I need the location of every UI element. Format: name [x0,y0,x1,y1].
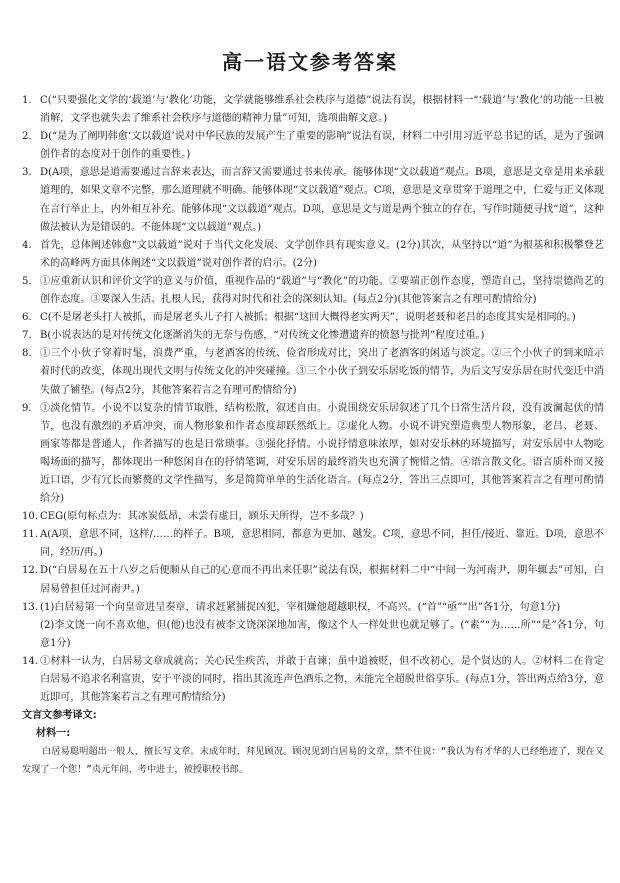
answer-item [22,92,604,128]
answer-list [22,92,604,778]
answer-text: C(“只要强化文学的‘载道’与‘教化’功能，文学就能够维系社会秩序与道德”说法有误，根据材料一“‘载道’与‘教化’的功能一旦被消解，文学也就失去了维系社会秩序与道德的精神力量”可知，选项曲解文意。) [40,95,604,125]
answer-number: 2. [22,131,32,143]
answer-item [22,562,604,598]
answer-item [22,309,604,327]
answer-text: 首先，总体阐述韩愈“文以载道”说对于当代文化发展、文学创作具有现实意义。(2分)其次，从坚持以“道”为根基和积极攀登艺术的高峰两方面具体阐述“文以载道”说对创作者的启示。(2分) [40,239,604,269]
answer-number: 8. [22,348,32,360]
answer-number: 12. [22,565,39,577]
answer-number: 11. [22,529,39,541]
answer-item [22,653,604,707]
answer-number: 4. [22,239,32,251]
answer-number: 1. [22,95,32,106]
answer-number: 9. [22,402,32,414]
answer-text: ①三个小伙子穿着时髦，浪费严重，与老酒客的传统、俭省形成对比，突出了老酒客的闲适与淡定。②三个小伙子的到来暗示着时代的改变，体现出现代文明与传统文化的冲突碰撞。③三个小伙子到安乐居吃饭的情节，为后文写安乐居在时代变迁中消失做了铺垫。(每点2分，其他答案若言之有理可酌情给分) [40,348,604,396]
answer-item [22,508,604,526]
answer-text: D(A项，意思是道需要通过言辞来表达，而言辞又需要通过书来传承。能够体现“文以载道”观点。B项，意思是文章是用来承载道理的，如果文章不完整，那么道理就不明确。能够体现“文以载道”观点。C项，意思是文章贯穿于道理之中，仁爱与正义体现在言行举止上，内外相互补充。能够体现“文以载道”观点。D项，意思是文与道是两个独立的存在，写作时随便寻找“道”，这种做法被认为是错误的。不能体现“文以载道”观点。) [40,167,604,233]
answer-text: ①材料一认为，白居易文章成就高；关心民生疾苦，并敢于直谏；虽中道被贬，但不改初心，是个贤达的人。②材料二在肯定白居易不追求名利富贵，安于平淡的同时，指出其流连声色酒乐之物，未能完全超脱世俗享乐。(每点1分，答出两点给3分，意近即可，其他答案若言之有理可酌情给分) [40,655,604,704]
answer-number: 10. [22,511,39,523]
answer-number: 6. [22,312,32,324]
answer-item [22,237,604,273]
page-title: 高一语文参考答案 [222,50,398,74]
answer-item [22,273,604,309]
translation-text: 白居易聪明超出一般人，擅长写文章。未成年时，拜见顾况。顾况见到白居易的文章，禁不住说：“我认为有才华的人已经绝迹了，现在又发现了一个您！”贞元年间，考中进士，被授职校书郎。 [22,746,604,775]
answer-number: 13. [22,601,39,613]
answer-text: D(“是为了阐明韩愈‘文以载道’说对中华民族的发展产生了重要的影响”说法有误，材料二中引用习近平总书记的话，是为了强调创作者的态度对于创作的重要性。) [40,131,604,161]
answer-number: 5. [22,275,32,287]
answer-item [22,526,604,562]
answer-text: B(小说表达的是对传统文化逐渐消失的无奈与伤感，“对传统文化惨遭遗弃的愤怒与批判”程度过重。) [40,330,485,342]
answer-text: ①应重新认识和评价文学的意义与价值，重视作品的“载道”与“教化”的功能。②要端正创作态度，塑造自己，坚持崇德尚艺的创作态度。③要深入生活、扎根人民，获得对时代和社会的深刻认知。(每点2分)(其他答案言之有理可酌情给分) [40,275,604,306]
answer-number: 7. [22,330,32,342]
answer-text: A(A项，意思不同，这样/……的样子。B项，意思相同，都意为更加、越发。C项，意思不同，担任/接近、靠近。D项，意思不同，经历/再。) [40,529,604,559]
answer-item [22,327,604,345]
answer-text: ①淡化情节。小说不以复杂的情节取胜，结构松散，叙述自由。小说围绕安乐居叙述了几个日常生活片段，没有波澜起伏的情节，也没有激烈的矛盾冲突，而人物形象和作者态度却跃然纸上。②虚化人物。小说不讲究塑造典型人物形象，老吕、老聂、画家等都是普通人，作者描写的也是日常琐事。③强化抒情。小说抒情意味浓厚，如对安乐林的环境描写，对安乐居中人物吃喝场面的描写，都体现出一种悠闲自在的抒情笔调，对安乐居的最终消失也充满了惋惜之情。④语言散文化。语言质朴而又接近口语，少有冗长而繁赘的文学性描写，多是简简单单的生活化语言。(每点2分，答出三点即可，其他答案若言之有理可酌情给分) [40,402,604,505]
answer-subitem: (2)李文饶一向不喜欢他，但(他)也没有被李文饶深深地加害，像这个人一样处世也就足够了。(“素”“为……所”“是”各1分，句意1分) [40,619,604,649]
material-label: 材料一: [36,728,71,740]
answer-text: (1)白居易第一个向皇帝进呈奏章，请求赶紧捕捉凶犯，宰相嫌他超越职权，不高兴。(“首”“亟”“出”各1分，句意1分) [40,601,561,613]
answer-item [22,400,604,509]
answer-item [22,345,604,399]
translation-heading: 文言文参考译文: [22,710,97,722]
answer-number: 14. [22,655,39,667]
answer-text: D(“白居易在五十八岁之后便顺从自己的心意而不再出来任职”说法有误，根据材料二中“中间一为河南尹，期年辄去”可知，白居易曾担任过河南尹。) [40,565,604,595]
answer-item [22,164,604,236]
answer-item [22,128,604,164]
answer-number: 3. [22,167,32,179]
answer-text: CEG(原句标点为：其冰炭低昂，未尝有虚日，顾乐天所得，岂不多哉？) [40,511,364,523]
answer-item [22,599,604,617]
answer-text: C(不是屠老头打人被抓，而是屠老头儿子打人被抓；根据“这回大概得老实两天”，说明老聂和老吕的态度其实是相同的。) [40,312,576,324]
